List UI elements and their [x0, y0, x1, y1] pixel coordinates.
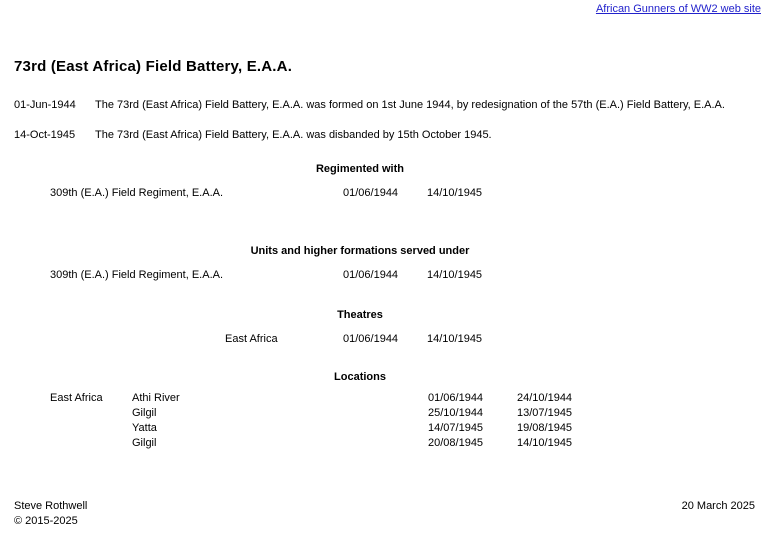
theatre-name: East Africa	[225, 333, 278, 345]
location-theatre: East Africa	[50, 392, 103, 404]
unit-name: 309th (E.A.) Field Regiment, E.A.A.	[50, 269, 224, 281]
date-to: 14/10/1945	[427, 187, 483, 199]
section-title-theatres: Theatres	[337, 309, 383, 321]
location-row	[0, 392, 768, 405]
units-row	[0, 269, 768, 282]
location-place: Gilgil	[132, 407, 157, 419]
date-to: 13/07/1945	[517, 407, 573, 419]
section-title-locations: Locations	[334, 371, 386, 383]
history-text: The 73rd (East Africa) Field Battery, E.A.A. was disbanded by 15th October 1945.	[95, 129, 492, 141]
date-from: 20/08/1945	[428, 437, 484, 449]
date-from: 01/06/1944	[428, 392, 484, 404]
date-from: 01/06/1944	[343, 333, 399, 345]
footer-page-date: 20 March 2025	[681, 500, 755, 512]
date-from: 14/07/1945	[428, 422, 484, 434]
location-row	[0, 422, 768, 435]
date-to: 14/10/1945	[427, 269, 483, 281]
date-from: 01/06/1944	[343, 269, 399, 281]
history-date: 01-Jun-1944	[14, 99, 76, 111]
date-to: 24/10/1944	[517, 392, 573, 404]
page-title: 73rd (East Africa) Field Battery, E.A.A.	[14, 58, 293, 75]
history-date: 14-Oct-1945	[14, 129, 76, 141]
location-row	[0, 407, 768, 420]
footer-copyright: © 2015-2025	[14, 515, 78, 527]
date-from: 25/10/1944	[428, 407, 484, 419]
location-place: Yatta	[132, 422, 157, 434]
history-text: The 73rd (East Africa) Field Battery, E.A.A. was formed on 1st June 1944, by redesignation of the 57th (E.A.) Field Battery, E.A.A.	[95, 99, 725, 111]
location-place: Gilgil	[132, 437, 157, 449]
footer-author: Steve Rothwell	[14, 500, 88, 512]
regimented-row	[0, 187, 768, 200]
location-place: Athi River	[132, 392, 180, 404]
date-to: 14/10/1945	[517, 437, 573, 449]
location-row	[0, 437, 768, 450]
date-from: 01/06/1944	[343, 187, 399, 199]
section-title-units-served-under: Units and higher formations served under	[250, 245, 470, 257]
theatre-row	[0, 333, 768, 346]
date-to: 19/08/1945	[517, 422, 573, 434]
date-to: 14/10/1945	[427, 333, 483, 345]
site-home-link[interactable]: African Gunners of WW2 web site	[595, 3, 761, 15]
unit-name: 309th (E.A.) Field Regiment, E.A.A.	[50, 187, 224, 199]
section-title-regimented-with: Regimented with	[315, 163, 404, 175]
